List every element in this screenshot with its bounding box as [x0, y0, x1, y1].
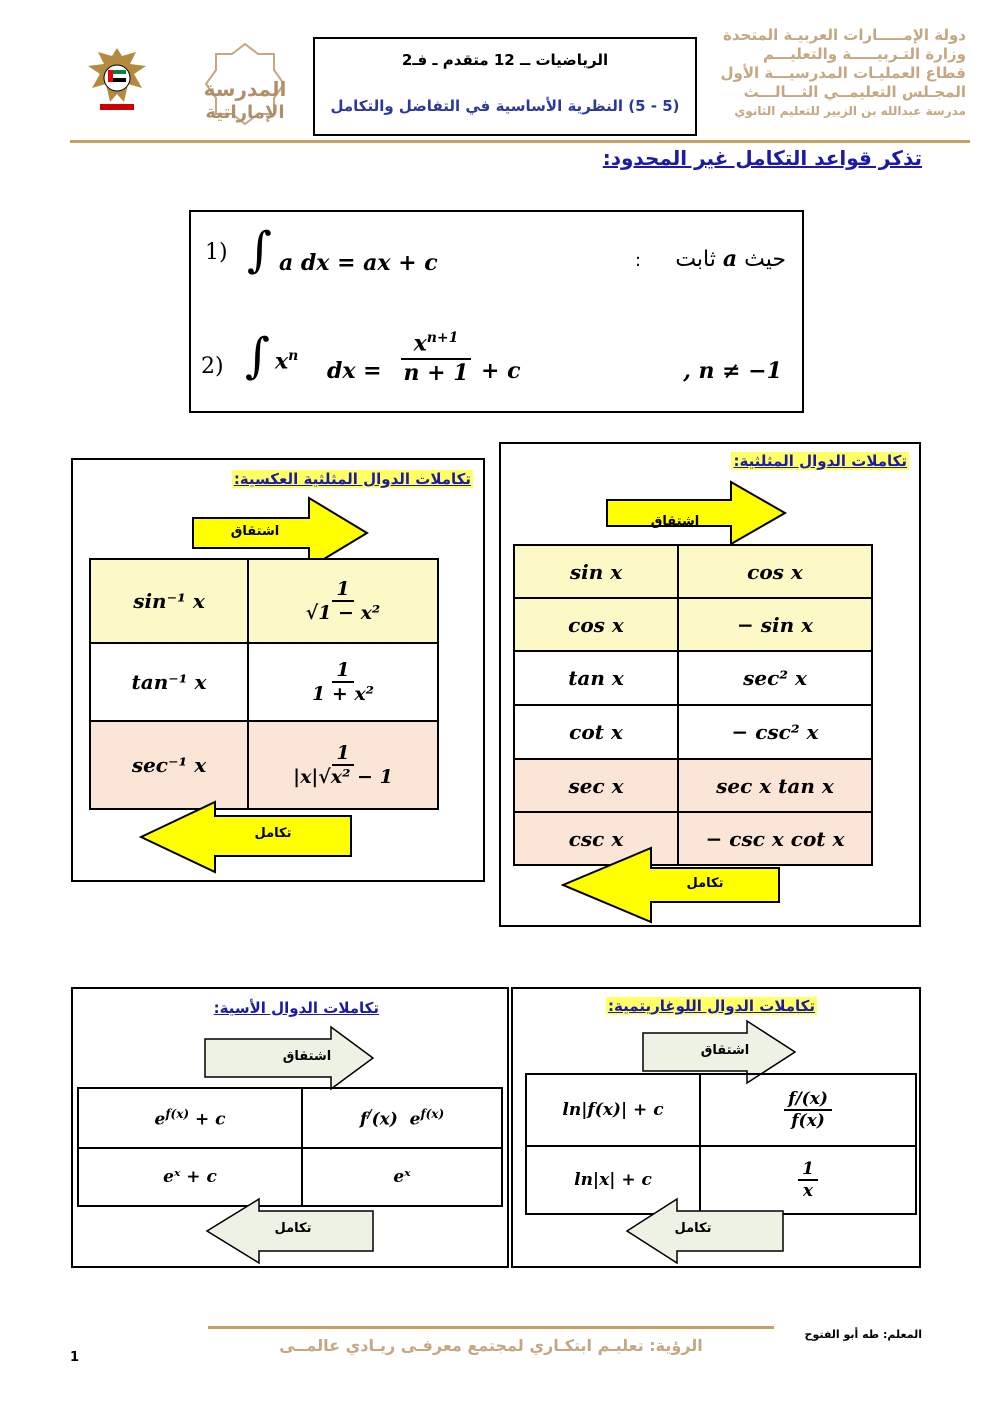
trig-integrals-panel: [499, 442, 921, 927]
derive-label: اشتقاق: [282, 1049, 332, 1064]
ministry-line: المجـلس التعليمــي الثـــالـــث: [743, 83, 966, 101]
rule2-numerator: $x^{n+1}$: [401, 330, 471, 360]
table-row: [78, 1088, 502, 1148]
section-title: تذكر قواعد التكامل غير المحدود:: [602, 146, 922, 170]
ministry-header: [710, 26, 966, 121]
inverse-trig-panel-title: تكاملات الدوال المثلثية العكسية:: [233, 470, 471, 488]
integrate-label: تكامل: [674, 1221, 712, 1236]
document-title-box: [313, 37, 697, 136]
log-integrals-panel: [511, 987, 921, 1268]
school-logo: [186, 40, 304, 128]
trig-panel-title: تكاملات الدوال المثلثية:: [733, 452, 907, 470]
integral-sign-icon: ∫: [245, 328, 271, 384]
page-number: 1: [70, 1350, 80, 1365]
derivative-cell: − csc x cot x: [678, 812, 872, 865]
log-panel-title: تكاملات الدوال اللوغاريتمية:: [608, 997, 815, 1015]
uae-emblem-icon: [78, 42, 156, 120]
rule1-number: 1): [205, 240, 228, 265]
table-row: [90, 643, 438, 721]
svg-text:الإماراتية: الإماراتية: [205, 102, 285, 123]
ministry-line: مدرسة عبدالله بن الزبير للتعليم الثانوي: [734, 104, 966, 118]
rule2-fraction: [401, 330, 471, 386]
table-row: [514, 705, 872, 759]
function-cell: sec x: [514, 759, 678, 812]
rule1-colon: :: [635, 250, 642, 271]
table-row: [90, 721, 438, 809]
exponential-integrals-panel: [71, 987, 509, 1268]
derive-label: اشتقاق: [650, 514, 700, 529]
table-row: [514, 598, 872, 651]
ministry-line: قطاع العمليـات المدرسيـــة الأول: [720, 64, 966, 82]
derive-label: اشتقاق: [700, 1043, 750, 1058]
inverse-trig-table: [89, 558, 439, 810]
header-divider: [70, 140, 970, 143]
function-cell: sin x: [514, 545, 678, 598]
derivative-cell: $\frac{1}{x}$: [700, 1146, 916, 1214]
function-cell: eˣ + c: [78, 1148, 302, 1206]
derivative-cell: $\frac{1}{\text{1 + x²}}$: [248, 643, 438, 721]
function-cell: sec⁻¹ x: [90, 721, 248, 809]
footer-divider: [208, 1326, 774, 1329]
derive-label: اشتقاق: [230, 524, 280, 539]
function-cell: ln|x| + c: [526, 1146, 700, 1214]
integration-rules-box: [189, 210, 804, 413]
function-cell: cos x: [514, 598, 678, 651]
derive-arrow-right-icon: [605, 480, 787, 546]
exp-panel-title: تكاملات الدوال الأسية:: [213, 999, 379, 1017]
integrate-label: تكامل: [686, 876, 724, 891]
integrate-label: تكامل: [254, 826, 292, 841]
derivative-cell: sec² x: [678, 651, 872, 705]
exponential-table: [77, 1087, 503, 1207]
vision-statement: الرؤية: تعليـم ابتكـاري لمجتمع معرفـى ريـادي عالمــى: [279, 1336, 703, 1355]
derivative-cell: $\frac{f/(x)}{f(x)}$: [700, 1074, 916, 1146]
derivative-cell: $\frac{1}{\text{√1 − x²}}$: [248, 559, 438, 643]
svg-text:المدرسة: المدرسة: [203, 77, 287, 101]
rule2-lhs: dx =: [327, 358, 382, 384]
inverse-trig-integrals-panel: [71, 458, 485, 882]
rule2-denominator: n + 1: [403, 360, 469, 387]
course-title: الرياضيات ــ 12 متقدم ـ فـ2: [401, 51, 609, 69]
function-cell: tan⁻¹ x: [90, 643, 248, 721]
table-row: [514, 545, 872, 598]
function-cell: ln|f(x)| + c: [526, 1074, 700, 1146]
rule2-number: 2): [201, 354, 224, 379]
ministry-line: دولة الإمـــــارات العربيـة المتحدة: [723, 26, 966, 44]
derivative-cell: eˣ: [302, 1148, 502, 1206]
function-cell: csc x: [514, 812, 678, 865]
table-row: [526, 1074, 916, 1146]
table-row: [514, 759, 872, 812]
integrate-label: تكامل: [274, 1221, 312, 1236]
derivative-cell: $\frac{1}{\text{|x|√x² − 1}}$: [248, 721, 438, 809]
rule1-formula: a dx = ax + c: [279, 250, 438, 276]
derivative-cell: − csc² x: [678, 705, 872, 759]
derivative-cell: f/(x) $e^{f(x)}$: [302, 1088, 502, 1148]
rule1-note: حيث a ثابت: [675, 246, 786, 272]
function-cell: $e^{f(x)} + c$: [78, 1088, 302, 1148]
teacher-name: المعلم: طه أبو الفتوح: [804, 1328, 922, 1341]
rule2-power: $x^n$: [275, 348, 299, 375]
function-cell: cot x: [514, 705, 678, 759]
rule2-plus-c: + c: [481, 358, 521, 384]
ministry-line: وزارة التـربيـــــة والتعليـــم: [763, 45, 966, 63]
trig-table: [513, 544, 873, 866]
rule2-condition: , n ≠ −1: [683, 358, 782, 384]
derivative-cell: cos x: [678, 545, 872, 598]
integral-sign-icon: ∫: [247, 222, 273, 278]
table-row: [514, 651, 872, 705]
table-row: [90, 559, 438, 643]
function-cell: tan x: [514, 651, 678, 705]
derivative-cell: − sin x: [678, 598, 872, 651]
log-table: [525, 1073, 917, 1215]
function-cell: sin⁻¹ x: [90, 559, 248, 643]
derivative-cell: sec x tan x: [678, 759, 872, 812]
lesson-title: (5 - 5) النظرية الأساسية في التفاضل والتكامل: [330, 97, 680, 115]
